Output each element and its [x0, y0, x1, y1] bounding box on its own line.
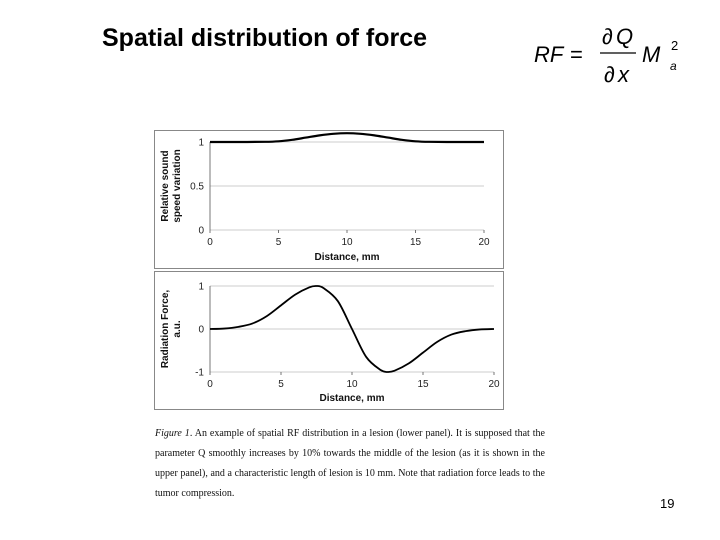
caption-text: . An example of spatial RF distribution in a lesion (lower panel). It is supposed that the parameter Q smoothly increases by 10% towards the middle of the lesion (as it is shown in the upper panel), and a characteristic length of lesion is 10 mm. Note that radiation force leads to the tumor compression.: [155, 428, 545, 499]
x-tick-label: 10: [346, 379, 358, 390]
x-axis-label: Distance, mm: [314, 252, 380, 263]
y-axis-label: Relative soundspeed variation: [160, 149, 183, 223]
formula-den-var: x: [618, 62, 629, 87]
y-tick-label: 0: [198, 324, 204, 336]
formula-sup: 2: [671, 38, 679, 53]
x-tick-label: 20: [478, 237, 490, 248]
y-axis-label: Radiation Force,a.u.: [160, 289, 183, 369]
formula-lhs: RF: [534, 42, 564, 67]
figure-panels: [154, 130, 504, 410]
y-tick-label: 0.5: [190, 181, 204, 193]
radiation-force-formula: [530, 20, 690, 95]
x-tick-label: 0: [207, 237, 213, 248]
x-tick-label: 15: [409, 237, 422, 248]
formula-num-d: ∂: [602, 24, 613, 49]
x-tick-label: 5: [275, 237, 282, 248]
x-axis-label: Distance, mm: [319, 393, 385, 404]
y-tick-label: 1: [198, 281, 204, 293]
formula-mach: M: [642, 42, 661, 67]
caption-label: Figure 1: [155, 428, 190, 439]
slide-title: Spatial distribution of force: [102, 24, 428, 52]
x-tick-label: 5: [278, 379, 284, 390]
formula-den-d: ∂: [604, 62, 615, 87]
y-tick-label: 1: [198, 137, 204, 149]
page-number: 19: [660, 496, 675, 511]
x-tick-label: 0: [207, 379, 213, 390]
x-tick-label: 10: [341, 237, 353, 248]
x-tick-label: 20: [488, 379, 500, 390]
formula-sub: a: [670, 59, 677, 73]
formula-equals: =: [570, 42, 583, 67]
formula-num-var: Q: [616, 24, 634, 49]
x-tick-label: 15: [417, 379, 429, 390]
y-tick-label: -1: [195, 367, 204, 379]
y-tick-label: 0: [198, 225, 204, 237]
figure-caption: [155, 424, 545, 504]
